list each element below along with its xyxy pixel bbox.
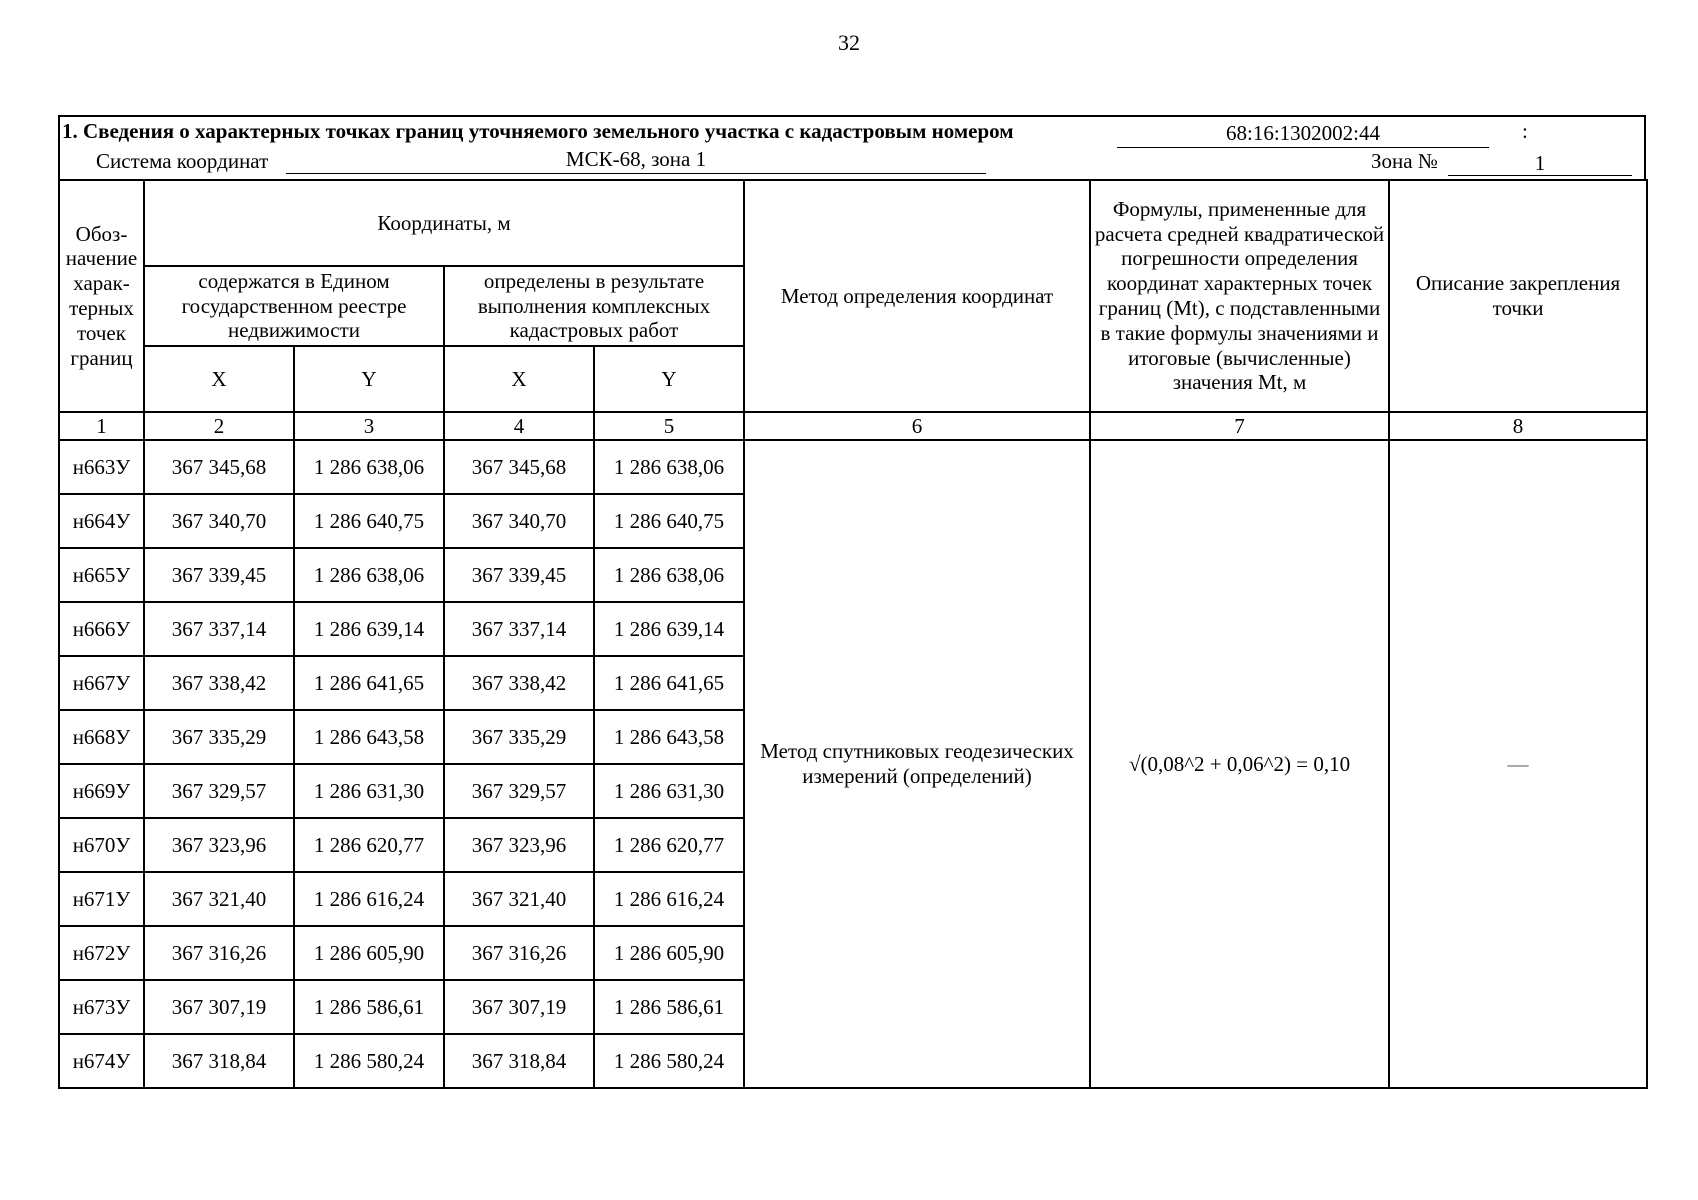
y-registry: 1 286 638,06 xyxy=(294,440,444,494)
header-y-determined: Y xyxy=(594,346,744,412)
header-coordinates: Координаты, м xyxy=(144,180,744,266)
header-x-registry: X xyxy=(144,346,294,412)
column-number: 5 xyxy=(594,412,744,440)
formula-value: √(0,08^2 + 0,06^2) = 0,10 xyxy=(1090,440,1389,1088)
zone-value: 1 xyxy=(1448,151,1632,176)
page-number: 32 xyxy=(838,30,860,55)
zone-label: Зона № xyxy=(1371,149,1438,173)
x-determined: 367 340,70 xyxy=(444,494,594,548)
y-registry: 1 286 620,77 xyxy=(294,818,444,872)
point-name: н670У xyxy=(59,818,144,872)
point-name: н672У xyxy=(59,926,144,980)
x-determined: 367 337,14 xyxy=(444,602,594,656)
x-registry: 367 318,84 xyxy=(144,1034,294,1088)
x-registry: 367 338,42 xyxy=(144,656,294,710)
y-determined: 1 286 639,14 xyxy=(594,602,744,656)
x-determined: 367 345,68 xyxy=(444,440,594,494)
x-registry: 367 339,45 xyxy=(144,548,294,602)
point-name: н668У xyxy=(59,710,144,764)
table-row xyxy=(59,440,1647,494)
point-name: н671У xyxy=(59,872,144,926)
x-registry: 367 316,26 xyxy=(144,926,294,980)
cadastral-number: 68:16:1302002:44 xyxy=(1117,121,1489,148)
point-name: н667У xyxy=(59,656,144,710)
section-title: 1. Сведения о характерных точках границ уточняемого земельного участка с кадастровым номером xyxy=(62,119,1014,143)
header-y-registry: Y xyxy=(294,346,444,412)
y-determined: 1 286 641,65 xyxy=(594,656,744,710)
x-determined: 367 316,26 xyxy=(444,926,594,980)
document-body xyxy=(58,115,1646,1089)
column-number: 8 xyxy=(1389,412,1647,440)
y-registry: 1 286 643,58 xyxy=(294,710,444,764)
header-formulas: Формулы, примененные для расчета средней квадратической погрешности определения координат характерных точек границ (Mt), с подставленными в такие формулы значениями и итоговые (вычисленные) значения Mt, м xyxy=(1090,180,1389,412)
y-registry: 1 286 580,24 xyxy=(294,1034,444,1088)
x-determined: 367 323,96 xyxy=(444,818,594,872)
y-registry: 1 286 586,61 xyxy=(294,980,444,1034)
y-determined: 1 286 586,61 xyxy=(594,980,744,1034)
x-determined: 367 335,29 xyxy=(444,710,594,764)
description-value: — xyxy=(1389,440,1647,1088)
x-registry: 367 337,14 xyxy=(144,602,294,656)
point-name: н674У xyxy=(59,1034,144,1088)
y-registry: 1 286 639,14 xyxy=(294,602,444,656)
x-determined: 367 329,57 xyxy=(444,764,594,818)
header-in-registry: содержатся в Едином государственном реестре недвижимости xyxy=(144,266,444,346)
column-number: 1 xyxy=(59,412,144,440)
point-name: н673У xyxy=(59,980,144,1034)
x-registry: 367 345,68 xyxy=(144,440,294,494)
header-method: Метод определения координат xyxy=(744,180,1090,412)
x-determined: 367 338,42 xyxy=(444,656,594,710)
y-determined: 1 286 638,06 xyxy=(594,548,744,602)
column-number: 3 xyxy=(294,412,444,440)
y-registry: 1 286 641,65 xyxy=(294,656,444,710)
method-value: Метод спутниковых геодезических измерений (определений) xyxy=(744,440,1090,1088)
column-number: 4 xyxy=(444,412,594,440)
coord-system-label: Система координат xyxy=(96,149,269,173)
point-name: н664У xyxy=(59,494,144,548)
y-determined: 1 286 631,30 xyxy=(594,764,744,818)
x-registry: 367 329,57 xyxy=(144,764,294,818)
y-determined: 1 286 640,75 xyxy=(594,494,744,548)
y-determined: 1 286 580,24 xyxy=(594,1034,744,1088)
coord-system-value: МСК-68, зона 1 xyxy=(286,147,986,174)
header-determined: определены в результате выполнения комплексных кадастровых работ xyxy=(444,266,744,346)
cadastral-colon: : xyxy=(1522,119,1528,143)
header-x-determined: X xyxy=(444,346,594,412)
point-name: н666У xyxy=(59,602,144,656)
point-name: н669У xyxy=(59,764,144,818)
x-registry: 367 323,96 xyxy=(144,818,294,872)
y-determined: 1 286 616,24 xyxy=(594,872,744,926)
section-header xyxy=(58,115,1646,179)
y-registry: 1 286 631,30 xyxy=(294,764,444,818)
column-numbers-row xyxy=(59,412,1647,440)
x-registry: 367 307,19 xyxy=(144,980,294,1034)
points-table xyxy=(58,179,1648,1089)
x-registry: 367 335,29 xyxy=(144,710,294,764)
x-registry: 367 321,40 xyxy=(144,872,294,926)
point-name: н663У xyxy=(59,440,144,494)
column-number: 7 xyxy=(1090,412,1389,440)
y-registry: 1 286 638,06 xyxy=(294,548,444,602)
y-determined: 1 286 605,90 xyxy=(594,926,744,980)
column-number: 2 xyxy=(144,412,294,440)
x-registry: 367 340,70 xyxy=(144,494,294,548)
point-name: н665У xyxy=(59,548,144,602)
y-registry: 1 286 605,90 xyxy=(294,926,444,980)
y-registry: 1 286 616,24 xyxy=(294,872,444,926)
x-determined: 367 339,45 xyxy=(444,548,594,602)
y-determined: 1 286 638,06 xyxy=(594,440,744,494)
x-determined: 367 318,84 xyxy=(444,1034,594,1088)
x-determined: 367 321,40 xyxy=(444,872,594,926)
column-number: 6 xyxy=(744,412,1090,440)
y-determined: 1 286 620,77 xyxy=(594,818,744,872)
y-registry: 1 286 640,75 xyxy=(294,494,444,548)
x-determined: 367 307,19 xyxy=(444,980,594,1034)
header-designation: Обоз-начение харак-терных точек границ xyxy=(59,180,144,412)
header-description: Описание закрепления точки xyxy=(1389,180,1647,412)
y-determined: 1 286 643,58 xyxy=(594,710,744,764)
